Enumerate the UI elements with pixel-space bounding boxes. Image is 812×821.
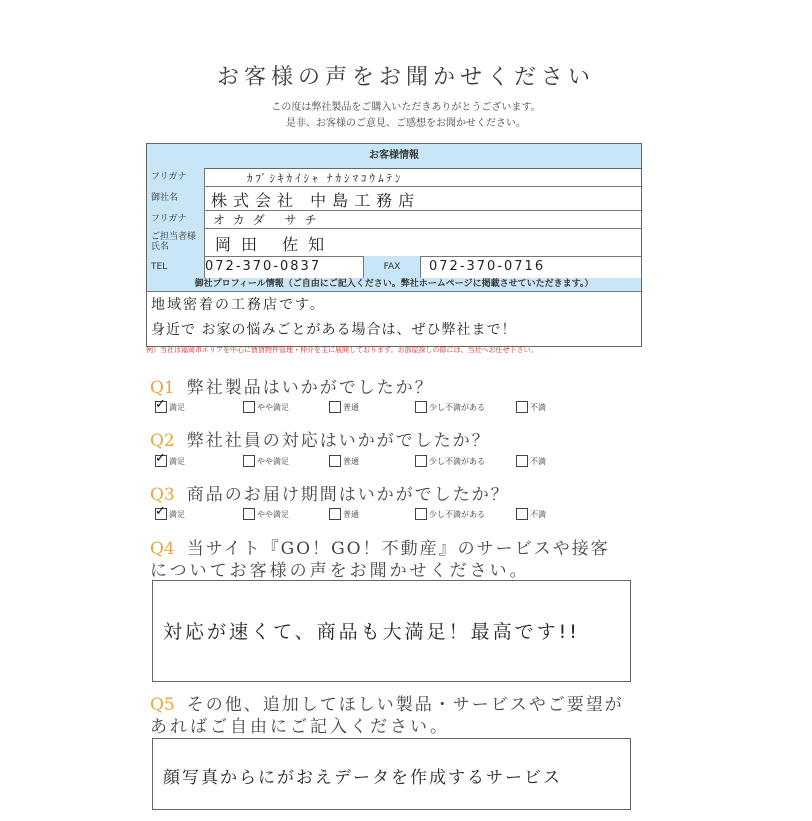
- checkbox-icon[interactable]: [155, 451, 167, 467]
- tel-label: TEL: [147, 256, 205, 278]
- q3-text: 商品のお届け期間はいかがでしたか？: [186, 485, 510, 505]
- checkbox-icon[interactable]: [155, 397, 167, 413]
- q4-answer-box[interactable]: [152, 580, 631, 682]
- option-label: 普通: [343, 456, 359, 466]
- q2-option-satisfied[interactable]: [155, 451, 185, 467]
- furigana-label-2: フリガナ: [147, 210, 205, 228]
- option-label: やや満足: [257, 509, 289, 519]
- q5-answer[interactable]: 顔写真からにがおえデータを作成するサービス: [163, 768, 562, 788]
- q4-line-2: についてお客様の声をお聞かせください。: [150, 561, 530, 581]
- checkmark-icon: ✓: [155, 451, 166, 466]
- profile-line-1[interactable]: 地域密着の工務店です。: [151, 297, 326, 313]
- fax-value[interactable]: 072-370-0716: [429, 259, 546, 274]
- person-value[interactable]: 岡田 佐知: [215, 235, 335, 254]
- person-row: [147, 228, 641, 257]
- option-label: 不満: [530, 402, 546, 412]
- option-label: やや満足: [257, 402, 289, 412]
- option-label: 満足: [169, 402, 185, 412]
- profile-line-2[interactable]: 身近で お家の悩みごとがある場合は、ぜひ弊社まで！: [151, 322, 517, 338]
- intro-line-1: この度は弊社製品をご購入いただきありがとうございます。: [271, 102, 541, 113]
- option-label: 不満: [530, 456, 546, 466]
- q2-option-somewhat-dissatisfied[interactable]: [415, 455, 485, 467]
- option-label: 少し不満がある: [429, 402, 485, 412]
- q4-line-1: 当サイト『GO！GO！不動産』のサービスや接客: [186, 539, 610, 559]
- furigana-person-value[interactable]: オカダ サチ: [213, 213, 325, 227]
- checkbox-icon[interactable]: [329, 455, 341, 467]
- checkbox-icon[interactable]: [415, 455, 427, 467]
- option-label: 少し不満がある: [429, 509, 485, 519]
- fax-label: FAX: [363, 256, 421, 278]
- q2-text: 弊社社員の対応はいかがでしたか？: [186, 431, 491, 451]
- checkbox-icon[interactable]: [243, 455, 255, 467]
- q3-number: Q3: [150, 485, 175, 505]
- furigana-label: フリガナ: [147, 168, 205, 186]
- q5-number: Q5: [150, 695, 175, 715]
- q4-answer[interactable]: 対応が速くて、商品も大満足！最高です!!: [163, 621, 580, 643]
- checkbox-icon[interactable]: [243, 401, 255, 413]
- q1-number: Q1: [150, 378, 175, 398]
- checkbox-icon[interactable]: [415, 401, 427, 413]
- checkbox-icon[interactable]: [329, 508, 341, 520]
- option-label: 普通: [343, 509, 359, 519]
- checkbox-icon[interactable]: [516, 508, 528, 520]
- q1-option-somewhat-satisfied[interactable]: [243, 401, 289, 413]
- q5-line-1: その他、追加してほしい製品・サービスやご要望が: [186, 695, 624, 715]
- q1-option-dissatisfied[interactable]: [516, 401, 546, 413]
- furigana-person-row: [147, 210, 641, 229]
- customer-info-table: [146, 143, 642, 347]
- q4-number: Q4: [150, 539, 175, 559]
- q3-option-dissatisfied[interactable]: [516, 508, 546, 520]
- furigana-company-value[interactable]: ｶﾌﾞｼｷｶｲｼｬ ﾅｶｼﾏｺｳﾑﾃﾝ: [247, 172, 404, 185]
- profile-example-note: 例）当社は福岡市エリアを中心に賃貸物件管理・仲介を主に展開しております。お部屋探しの際には、当社へお任せ下さい。: [146, 346, 538, 354]
- checkbox-icon[interactable]: [155, 504, 167, 520]
- q1-option-neutral[interactable]: [329, 401, 359, 413]
- checkbox-icon[interactable]: [329, 401, 341, 413]
- option-label: 普通: [343, 402, 359, 412]
- checkbox-icon[interactable]: [415, 508, 427, 520]
- option-label: 少し不満がある: [429, 456, 485, 466]
- tel-value[interactable]: 072-370-0837: [205, 259, 322, 274]
- company-value[interactable]: 株式会社 中島工務店: [211, 191, 421, 210]
- q1-text: 弊社製品はいかがでしたか？: [186, 378, 434, 398]
- option-label: 不満: [530, 509, 546, 519]
- page-title: お客様の声をお聞かせください: [216, 65, 595, 90]
- furigana-company-row: [147, 168, 641, 187]
- question-3: [150, 480, 510, 505]
- option-label: 満足: [169, 509, 185, 519]
- q1-option-somewhat-dissatisfied[interactable]: [415, 401, 485, 413]
- q2-number: Q2: [150, 431, 175, 451]
- q3-option-somewhat-dissatisfied[interactable]: [415, 508, 485, 520]
- q5-line-2: あればご自由にご記入ください。: [150, 717, 450, 737]
- option-label: やや満足: [257, 456, 289, 466]
- checkbox-icon[interactable]: [516, 401, 528, 413]
- question-2: [150, 426, 491, 451]
- checkmark-icon: ✓: [155, 504, 166, 519]
- checkmark-icon: ✓: [155, 397, 166, 412]
- profile-heading: 御社プロフィール情報（ご自由にご記入ください。弊社ホームページに掲載させていただきます。）: [147, 278, 641, 292]
- question-1: [150, 373, 434, 398]
- q2-option-dissatisfied[interactable]: [516, 455, 546, 467]
- intro-line-2: 是非、お客様のご意見、ご感想をお聞かせください。: [286, 118, 526, 129]
- checkbox-icon[interactable]: [516, 455, 528, 467]
- person-label: ご担当者様氏名: [147, 228, 205, 256]
- customer-info-heading: お客様情報: [147, 144, 641, 169]
- q5-answer-box[interactable]: [152, 738, 631, 810]
- tel-fax-row: [147, 256, 641, 279]
- company-label: 御社名: [147, 186, 205, 210]
- company-row: [147, 186, 641, 211]
- q3-option-somewhat-satisfied[interactable]: [243, 508, 289, 520]
- checkbox-icon[interactable]: [243, 508, 255, 520]
- q1-option-satisfied[interactable]: [155, 397, 185, 413]
- q2-option-neutral[interactable]: [329, 455, 359, 467]
- q2-option-somewhat-satisfied[interactable]: [243, 455, 289, 467]
- q3-option-satisfied[interactable]: [155, 504, 185, 520]
- q3-option-neutral[interactable]: [329, 508, 359, 520]
- option-label: 満足: [169, 456, 185, 466]
